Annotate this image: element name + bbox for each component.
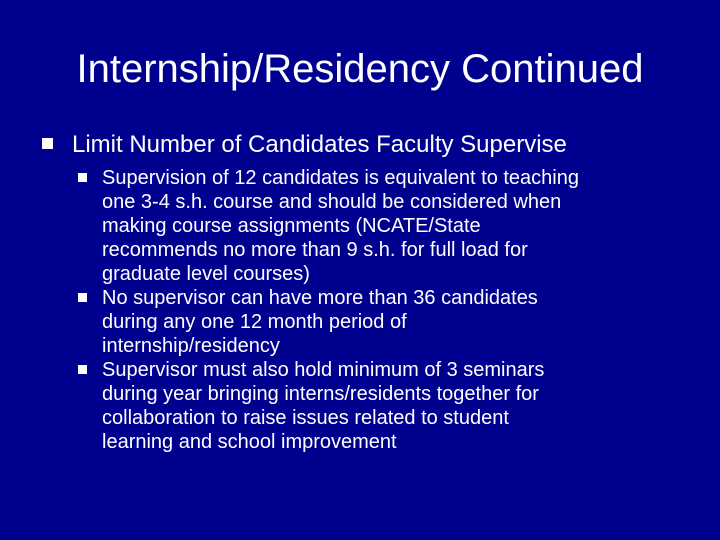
square-bullet-icon	[78, 293, 87, 302]
sub-bullet-line: collaboration to raise issues related to student	[102, 407, 509, 429]
square-bullet-icon	[42, 138, 53, 149]
sub-bullet-line: internship/residency	[102, 335, 280, 357]
sub-bullet-item	[78, 166, 698, 286]
main-bullet-text: Limit Number of Candidates Faculty Supervise	[72, 131, 567, 158]
sub-bullet-line: Supervision of 12 candidates is equivalent to teaching	[102, 167, 579, 189]
sub-bullet-line: No supervisor can have more than 36 candidates	[102, 287, 538, 309]
sub-bullet-line: making course assignments (NCATE/State	[102, 215, 481, 237]
sub-bullet-line: during any one 12 month period of	[102, 311, 407, 333]
square-bullet-icon	[78, 173, 87, 182]
sub-bullet-line: recommends no more than 9 s.h. for full load for	[102, 239, 528, 261]
sub-bullet-line: Supervisor must also hold minimum of 3 seminars	[102, 359, 545, 381]
slide-title: Internship/Residency Continued	[76, 47, 644, 91]
sub-bullet-line: graduate level courses)	[102, 263, 310, 285]
sub-bullet-line: learning and school improvement	[102, 431, 397, 453]
sub-bullet-line: during year bringing interns/residents together for	[102, 383, 539, 405]
square-bullet-icon	[78, 365, 87, 374]
sub-bullet-line: one 3-4 s.h. course and should be considered when	[102, 191, 562, 213]
sub-bullet-item	[78, 358, 698, 454]
sub-bullet-list	[78, 166, 698, 454]
sub-bullet-item	[78, 286, 698, 358]
